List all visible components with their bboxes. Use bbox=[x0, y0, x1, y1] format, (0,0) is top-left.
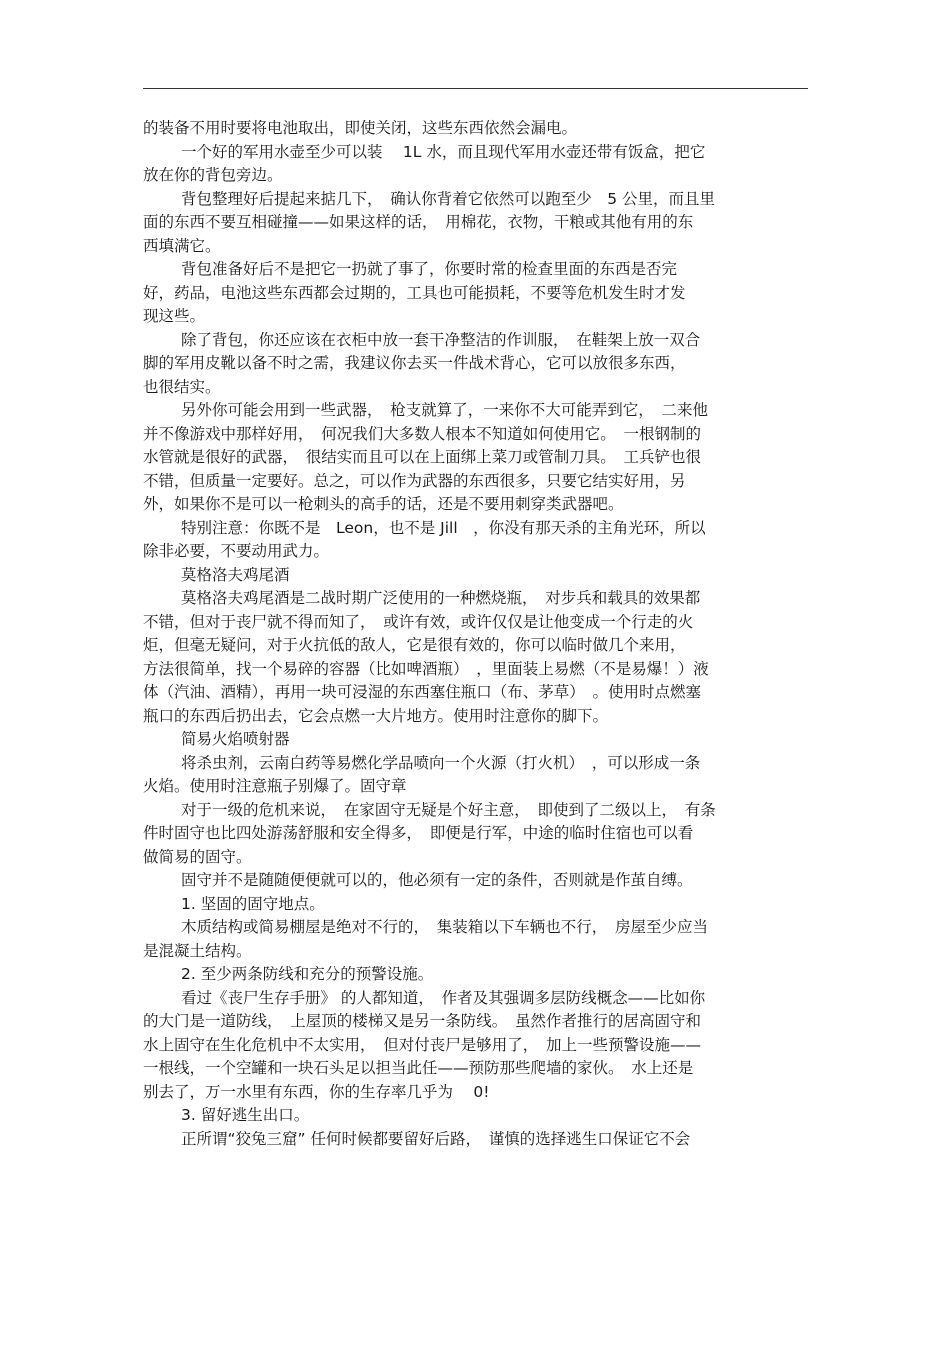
text-line: 一个好的军用水壶至少可以装 1L 水，而且现代军用水壶还带有饭盒，把它 bbox=[181, 142, 706, 161]
text-line: 瓶口的东西后扔出去，它会点燃一大片地方。使用时注意你的脚下。 bbox=[143, 706, 609, 725]
text-line: 别去了，万一水里有东西，你的生存率几乎为 0! bbox=[143, 1082, 490, 1101]
text-line: 2. 至少两条防线和充分的预警设施。 bbox=[181, 965, 434, 983]
text-line: 不错，但质量一定要好。总之，可以作为武器的东西很多，只要它结实好用，另 bbox=[143, 471, 686, 490]
text-line: 特别注意：你既不是 Leon，也不是 Jill ，你没有那天杀的主角光环，所以 bbox=[181, 518, 706, 537]
text-line: 3. 留好逃生出口。 bbox=[181, 1106, 310, 1124]
text-line: 水管就是很好的武器， 很结实而且可以在上面绑上菜刀或管制刀具。 工兵铲也很 bbox=[143, 448, 702, 466]
text-line: 好，药品，电池这些东西都会过期的，工具也可能损耗，不要等危机发生时才发 bbox=[143, 283, 686, 302]
text-line: 西填满它。 bbox=[143, 236, 221, 255]
document-body bbox=[143, 117, 808, 1151]
text-line: 看过《丧尸生存手册》 的人都知道， 作者及其强调多层防线概念——比如你 bbox=[181, 988, 706, 1007]
text-line: 外，如果你不是可以一枪刺头的高手的话，还是不要用刺穿类武器吧。 bbox=[143, 495, 624, 513]
text-line: 方法很简单，找一个易碎的容器（比如啤酒瓶） ，里面装上易燃（不是易爆！）液 bbox=[143, 659, 709, 678]
text-line: 火焰。使用时注意瓶子别爆了。固守章 bbox=[143, 777, 407, 795]
header-rule bbox=[143, 88, 808, 89]
text-line: 一根线，一个空罐和一块石头足以担当此任——预防那些爬墙的家伙。 水上还是 bbox=[143, 1059, 694, 1077]
text-line: 水上固守在生化危机中不太实用， 但对付丧尸是够用了， 加上一些预警设施—— bbox=[143, 1035, 702, 1054]
text-line: 固守并不是随随便便就可以的，他必须有一定的条件，否则就是作茧自缚。 bbox=[181, 871, 693, 889]
text-line: 对于一级的危机来说， 在家固守无疑是个好主意， 即使到了二级以上， 有条 bbox=[181, 800, 716, 819]
text-line: 莫格洛夫鸡尾酒 bbox=[181, 565, 290, 584]
text-line: 件时固守也比四处游荡舒服和安全得多， 即便是行军，中途的临时住宿也可以看 bbox=[143, 824, 694, 842]
text-line: 也很结实。 bbox=[143, 377, 221, 396]
text-line: 放在你的背包旁边。 bbox=[143, 166, 283, 184]
text-line: 现这些。 bbox=[143, 307, 206, 325]
text-line: 将杀虫剂，云南白药等易燃化学品喷向一个火源（打火机） ，可以形成一条 bbox=[181, 753, 701, 772]
text-line: 炬，但毫无疑问，对于火抗低的敌人，它是很有效的，你可以临时做几个来用， bbox=[143, 636, 686, 654]
text-line: 简易火焰喷射器 bbox=[181, 730, 290, 748]
text-line: 做简易的固守。 bbox=[143, 847, 252, 866]
text-line: 正所谓“狡兔三窟” 任何时候都要留好后路， 谨慎的选择逃生口保证它不会 bbox=[181, 1129, 691, 1148]
text-line: 体（汽油、酒精），再用一块可浸湿的东西塞住瓶口（布、茅草） 。使用时点燃塞 bbox=[143, 683, 702, 701]
text-line: 的装备不用时要将电池取出，即使关闭，这些东西依然会漏电。 bbox=[143, 119, 578, 137]
text-line: 除非必要，不要动用武力。 bbox=[143, 542, 330, 560]
text-line: 背包整理好后提起来掂几下， 确认你背着它依然可以跑至少 5 公里，而且里 bbox=[181, 189, 716, 208]
text-line: 的大门是一道防线， 上屋顶的楼梯又是另一条防线。 虽然作者推行的居高固守和 bbox=[143, 1012, 702, 1030]
text-line: 背包准备好后不是把它一扔就了事了，你要时常的检查里面的东西是否完 bbox=[181, 260, 678, 278]
text-line: 并不像游戏中那样好用， 何况我们大多数人根本不知道如何使用它。 一根钢制的 bbox=[143, 424, 702, 443]
text-line: 另外你可能会用到一些武器， 枪支就算了，一来你不大可能弄到它， 二来他 bbox=[181, 401, 709, 419]
text-line: 脚的军用皮靴以备不时之需，我建议你去买一件战术背心，它可以放很多东西， bbox=[143, 354, 686, 372]
text-line: 是混凝土结构。 bbox=[143, 941, 252, 960]
text-line: 莫格洛夫鸡尾酒是二战时期广泛使用的一种燃烧瓶， 对步兵和载具的效果都 bbox=[181, 589, 701, 607]
text-line: 面的东西不要互相碰撞——如果这样的话， 用棉花，衣物，干粮或其他有用的东 bbox=[143, 213, 694, 231]
text-line: 除了背包，你还应该在衣柜中放一套干净整洁的作训服， 在鞋架上放一双合 bbox=[181, 330, 701, 349]
text-line: 木质结构或简易棚屋是绝对不行的， 集装箱以下车辆也不行， 房屋至少应当 bbox=[181, 918, 709, 936]
text-line: 不错，但对于丧尸就不得而知了， 或许有效，或许仅仅是让他变成一个行走的火 bbox=[143, 612, 694, 631]
text-line: 1. 坚固的固守地点。 bbox=[181, 894, 325, 913]
